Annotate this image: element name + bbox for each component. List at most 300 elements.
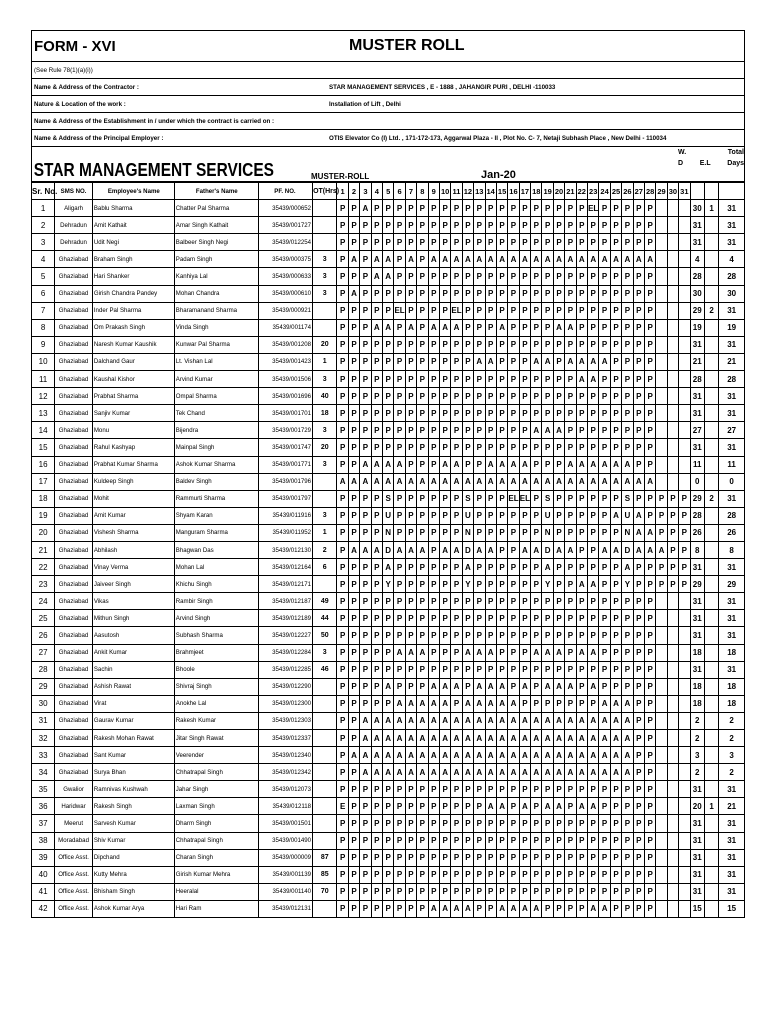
attendance-cell: P bbox=[462, 353, 473, 370]
pf-cell: 35439/001423 bbox=[258, 353, 312, 370]
attendance-cell: A bbox=[428, 695, 439, 712]
ot-cell bbox=[313, 747, 337, 764]
attendance-cell bbox=[667, 251, 678, 268]
attendance-cell: P bbox=[633, 832, 644, 849]
attendance-cell: P bbox=[360, 251, 371, 268]
el-cell bbox=[704, 832, 718, 849]
father-name-cell: Vinda Singh bbox=[174, 319, 258, 336]
attendance-cell: P bbox=[508, 541, 519, 558]
attendance-cell: P bbox=[360, 336, 371, 353]
table-row bbox=[32, 815, 745, 832]
table-row bbox=[32, 319, 745, 336]
sms-cell: Office Asst. bbox=[55, 900, 93, 917]
attendance-cell: P bbox=[451, 576, 462, 593]
attendance-cell: P bbox=[417, 678, 428, 695]
day-header: 8 bbox=[417, 183, 428, 200]
pf-cell: 35439/001208 bbox=[258, 336, 312, 353]
attendance-cell bbox=[679, 883, 690, 900]
attendance-cell: P bbox=[405, 456, 416, 473]
el-cell bbox=[704, 439, 718, 456]
attendance-cell: P bbox=[485, 302, 496, 319]
attendance-cell: P bbox=[371, 285, 382, 302]
attendance-cell: P bbox=[428, 200, 439, 217]
total-days-cell: 26 bbox=[719, 524, 745, 541]
worked-days-cell: 31 bbox=[690, 781, 704, 798]
attendance-cell: P bbox=[382, 439, 393, 456]
table-row bbox=[32, 268, 745, 285]
attendance-cell bbox=[679, 815, 690, 832]
attendance-cell: P bbox=[462, 866, 473, 883]
attendance-cell bbox=[667, 268, 678, 285]
attendance-cell: A bbox=[382, 678, 393, 695]
el-cell bbox=[704, 866, 718, 883]
attendance-cell: A bbox=[485, 644, 496, 661]
attendance-cell: A bbox=[371, 541, 382, 558]
attendance-cell: P bbox=[633, 285, 644, 302]
attendance-cell: P bbox=[462, 610, 473, 627]
attendance-cell: P bbox=[565, 234, 576, 251]
total-days-cell: 31 bbox=[719, 302, 745, 319]
pf-cell: 35439/012171 bbox=[258, 576, 312, 593]
attendance-cell: A bbox=[474, 712, 485, 729]
attendance-cell: A bbox=[462, 747, 473, 764]
father-name-cell: Ompal Sharma bbox=[174, 388, 258, 405]
attendance-cell: P bbox=[633, 234, 644, 251]
attendance-cell: P bbox=[337, 319, 348, 336]
attendance-cell: P bbox=[610, 405, 621, 422]
attendance-cell: P bbox=[496, 541, 507, 558]
attendance-cell: P bbox=[417, 251, 428, 268]
attendance-cell bbox=[679, 747, 690, 764]
attendance-cell: P bbox=[542, 866, 553, 883]
attendance-cell: P bbox=[348, 559, 359, 576]
attendance-cell: A bbox=[439, 473, 450, 490]
attendance-cell: A bbox=[588, 644, 599, 661]
attendance-cell: P bbox=[531, 371, 542, 388]
attendance-cell: A bbox=[496, 798, 507, 815]
sms-cell: Ghaziabad bbox=[55, 712, 93, 729]
attendance-cell: P bbox=[496, 832, 507, 849]
total-days-cell: 31 bbox=[719, 661, 745, 678]
attendance-cell: P bbox=[644, 661, 655, 678]
attendance-cell: P bbox=[542, 302, 553, 319]
attendance-cell: A bbox=[599, 900, 610, 917]
pf-cell: 35439/012340 bbox=[258, 747, 312, 764]
attendance-cell: P bbox=[508, 832, 519, 849]
day-header: 23 bbox=[588, 183, 599, 200]
attendance-cell: P bbox=[474, 490, 485, 507]
attendance-cell: P bbox=[553, 285, 564, 302]
attendance-cell bbox=[667, 832, 678, 849]
pf-cell: 35439/001696 bbox=[258, 388, 312, 405]
attendance-cell: P bbox=[337, 576, 348, 593]
attendance-cell: P bbox=[496, 559, 507, 576]
attendance-cell: A bbox=[394, 541, 405, 558]
pf-cell: 35439/001701 bbox=[258, 405, 312, 422]
attendance-cell: P bbox=[428, 388, 439, 405]
attendance-cell: P bbox=[371, 866, 382, 883]
attendance-cell: P bbox=[405, 405, 416, 422]
sms-cell: Ghaziabad bbox=[55, 610, 93, 627]
attendance-cell: P bbox=[394, 507, 405, 524]
attendance-cell: P bbox=[417, 866, 428, 883]
sms-cell: Ghaziabad bbox=[55, 695, 93, 712]
attendance-cell: P bbox=[508, 507, 519, 524]
attendance-cell: P bbox=[531, 200, 542, 217]
attendance-cell bbox=[656, 319, 667, 336]
attendance-cell: P bbox=[496, 353, 507, 370]
employer-value: OTIS Elevator Co (I) Ltd. , 171-172-173, Aggarwal Plaza - II , Plot No. C- 7, Netaji Subhash Place , New Delhi - 110034 bbox=[329, 134, 667, 142]
worked-days-cell: 0 bbox=[690, 473, 704, 490]
attendance-cell: P bbox=[439, 268, 450, 285]
worked-days-cell: 28 bbox=[690, 268, 704, 285]
attendance-cell: P bbox=[337, 524, 348, 541]
attendance-cell: P bbox=[371, 200, 382, 217]
attendance-cell: P bbox=[348, 610, 359, 627]
attendance-cell: P bbox=[417, 490, 428, 507]
ot-cell bbox=[313, 217, 337, 234]
sms-cell: Ghaziabad bbox=[55, 439, 93, 456]
attendance-cell: P bbox=[485, 234, 496, 251]
attendance-cell: A bbox=[382, 456, 393, 473]
attendance-cell bbox=[656, 900, 667, 917]
attendance-cell: A bbox=[565, 541, 576, 558]
attendance-cell bbox=[656, 883, 667, 900]
attendance-cell: P bbox=[622, 217, 633, 234]
attendance-cell: P bbox=[553, 661, 564, 678]
attendance-cell: P bbox=[599, 593, 610, 610]
attendance-cell bbox=[667, 473, 678, 490]
attendance-cell: P bbox=[428, 353, 439, 370]
table-row bbox=[32, 388, 745, 405]
attendance-cell: P bbox=[588, 507, 599, 524]
attendance-cell: A bbox=[382, 712, 393, 729]
table-row bbox=[32, 781, 745, 798]
attendance-cell: P bbox=[360, 593, 371, 610]
attendance-cell: P bbox=[405, 200, 416, 217]
attendance-cell: P bbox=[485, 507, 496, 524]
worked-days-cell: 31 bbox=[690, 883, 704, 900]
attendance-cell: P bbox=[508, 336, 519, 353]
attendance-cell: P bbox=[451, 217, 462, 234]
attendance-cell: P bbox=[553, 610, 564, 627]
attendance-cell: A bbox=[405, 730, 416, 747]
attendance-cell bbox=[679, 644, 690, 661]
total-days-cell: 31 bbox=[719, 405, 745, 422]
attendance-cell bbox=[667, 644, 678, 661]
employee-name-cell: Amit Kathait bbox=[92, 217, 174, 234]
attendance-cell: P bbox=[371, 593, 382, 610]
pf-cell: 35439/012189 bbox=[258, 610, 312, 627]
attendance-cell: A bbox=[451, 319, 462, 336]
attendance-cell: P bbox=[496, 217, 507, 234]
attendance-cell: P bbox=[633, 883, 644, 900]
attendance-cell: A bbox=[474, 695, 485, 712]
attendance-cell: P bbox=[644, 678, 655, 695]
attendance-cell: P bbox=[394, 439, 405, 456]
father-name-cell: Ashok Kumar Sharma bbox=[174, 456, 258, 473]
attendance-cell: P bbox=[348, 439, 359, 456]
attendance-cell: A bbox=[348, 541, 359, 558]
el-cell bbox=[704, 781, 718, 798]
attendance-cell: A bbox=[485, 353, 496, 370]
attendance-cell: P bbox=[508, 388, 519, 405]
attendance-cell: P bbox=[667, 576, 678, 593]
father-name-cell: Anokhe Lal bbox=[174, 695, 258, 712]
attendance-cell bbox=[679, 712, 690, 729]
attendance-cell: P bbox=[496, 593, 507, 610]
attendance-cell: P bbox=[474, 781, 485, 798]
worked-days-cell: 18 bbox=[690, 678, 704, 695]
table-row bbox=[32, 883, 745, 900]
attendance-cell: P bbox=[451, 524, 462, 541]
attendance-cell: P bbox=[371, 422, 382, 439]
attendance-cell: A bbox=[531, 712, 542, 729]
attendance-cell: P bbox=[531, 832, 542, 849]
employee-name-cell: Prabhat Sharma bbox=[92, 388, 174, 405]
attendance-cell: A bbox=[496, 473, 507, 490]
attendance-cell: P bbox=[508, 302, 519, 319]
work-value: Installation of Lift , Delhi bbox=[329, 100, 401, 108]
attendance-cell: P bbox=[656, 576, 667, 593]
attendance-cell: P bbox=[337, 234, 348, 251]
attendance-cell: P bbox=[405, 900, 416, 917]
el-cell: 1 bbox=[704, 200, 718, 217]
table-row bbox=[32, 251, 745, 268]
attendance-cell: P bbox=[565, 524, 576, 541]
ot-cell: 6 bbox=[313, 559, 337, 576]
sms-cell: Ghaziabad bbox=[55, 490, 93, 507]
attendance-cell: P bbox=[599, 559, 610, 576]
ot-cell: 46 bbox=[313, 661, 337, 678]
worked-days-cell: 31 bbox=[690, 336, 704, 353]
attendance-cell: P bbox=[348, 866, 359, 883]
attendance-cell: P bbox=[565, 371, 576, 388]
attendance-cell: P bbox=[610, 866, 621, 883]
attendance-cell: A bbox=[588, 764, 599, 781]
attendance-cell: A bbox=[439, 764, 450, 781]
attendance-cell: P bbox=[565, 439, 576, 456]
worked-days-cell: 26 bbox=[690, 524, 704, 541]
attendance-cell: A bbox=[553, 712, 564, 729]
attendance-cell: A bbox=[542, 559, 553, 576]
el-cell bbox=[704, 593, 718, 610]
el-cell: 2 bbox=[704, 302, 718, 319]
table-row bbox=[32, 371, 745, 388]
sr-cell: 28 bbox=[32, 661, 55, 678]
attendance-cell: P bbox=[462, 268, 473, 285]
attendance-cell: P bbox=[508, 524, 519, 541]
attendance-cell: P bbox=[371, 883, 382, 900]
attendance-cell bbox=[679, 866, 690, 883]
attendance-cell: P bbox=[576, 661, 587, 678]
attendance-cell: P bbox=[371, 695, 382, 712]
attendance-cell: P bbox=[462, 371, 473, 388]
worked-days-cell: 31 bbox=[690, 439, 704, 456]
father-name-cell: Subhash Sharma bbox=[174, 627, 258, 644]
attendance-cell: P bbox=[394, 217, 405, 234]
attendance-cell bbox=[679, 217, 690, 234]
attendance-cell: P bbox=[599, 883, 610, 900]
attendance-cell bbox=[656, 268, 667, 285]
attendance-cell: P bbox=[417, 507, 428, 524]
attendance-cell: P bbox=[644, 336, 655, 353]
attendance-cell: P bbox=[531, 524, 542, 541]
attendance-cell: A bbox=[382, 268, 393, 285]
attendance-cell: P bbox=[337, 883, 348, 900]
attendance-cell: S bbox=[542, 490, 553, 507]
attendance-cell: P bbox=[644, 353, 655, 370]
wd-total-header bbox=[674, 149, 744, 167]
worked-days-cell: 31 bbox=[690, 610, 704, 627]
attendance-cell: P bbox=[519, 302, 530, 319]
ot-cell: 40 bbox=[313, 388, 337, 405]
father-name-cell: Rambir Singh bbox=[174, 593, 258, 610]
attendance-cell: A bbox=[337, 473, 348, 490]
attendance-cell: P bbox=[417, 200, 428, 217]
attendance-cell: P bbox=[451, 883, 462, 900]
attendance-cell: A bbox=[531, 747, 542, 764]
sms-cell: Ghaziabad bbox=[55, 473, 93, 490]
attendance-cell: P bbox=[508, 644, 519, 661]
attendance-cell: P bbox=[531, 781, 542, 798]
attendance-cell: P bbox=[599, 644, 610, 661]
attendance-cell: A bbox=[610, 456, 621, 473]
attendance-cell: P bbox=[542, 695, 553, 712]
sr-cell: 21 bbox=[32, 541, 55, 558]
attendance-cell: P bbox=[622, 900, 633, 917]
attendance-cell: P bbox=[599, 422, 610, 439]
attendance-cell: P bbox=[394, 832, 405, 849]
total-days-cell: 31 bbox=[719, 610, 745, 627]
attendance-cell: P bbox=[348, 422, 359, 439]
table-row bbox=[32, 832, 745, 849]
table-row bbox=[32, 695, 745, 712]
attendance-cell: P bbox=[485, 610, 496, 627]
attendance-cell: P bbox=[633, 866, 644, 883]
attendance-cell: A bbox=[474, 747, 485, 764]
attendance-cell: A bbox=[542, 798, 553, 815]
attendance-cell: P bbox=[519, 832, 530, 849]
attendance-cell: A bbox=[462, 730, 473, 747]
attendance-cell: P bbox=[519, 576, 530, 593]
attendance-cell: P bbox=[485, 268, 496, 285]
sms-cell: Ghaziabad bbox=[55, 559, 93, 576]
employee-name-cell: Naresh Kumar Kaushik bbox=[92, 336, 174, 353]
attendance-cell: A bbox=[610, 695, 621, 712]
employee-name-cell: Aasutosh bbox=[92, 627, 174, 644]
attendance-cell: A bbox=[428, 900, 439, 917]
attendance-cell: P bbox=[382, 200, 393, 217]
total-days-cell: 31 bbox=[719, 388, 745, 405]
ot-cell: 20 bbox=[313, 336, 337, 353]
attendance-cell: A bbox=[519, 712, 530, 729]
father-name-cell: Brahmjeet bbox=[174, 644, 258, 661]
ot-cell bbox=[313, 712, 337, 729]
pf-cell: 35439/012073 bbox=[258, 781, 312, 798]
attendance-cell: P bbox=[553, 849, 564, 866]
sr-cell: 27 bbox=[32, 644, 55, 661]
table-row bbox=[32, 336, 745, 353]
pf-cell: 35439/012227 bbox=[258, 627, 312, 644]
attendance-cell: P bbox=[348, 695, 359, 712]
attendance-cell: P bbox=[394, 798, 405, 815]
attendance-cell: P bbox=[633, 490, 644, 507]
attendance-cell: A bbox=[360, 747, 371, 764]
attendance-cell: P bbox=[610, 883, 621, 900]
attendance-cell: P bbox=[474, 405, 485, 422]
attendance-cell: P bbox=[348, 849, 359, 866]
attendance-cell: A bbox=[474, 353, 485, 370]
attendance-cell: A bbox=[382, 764, 393, 781]
attendance-cell: A bbox=[417, 695, 428, 712]
attendance-cell bbox=[656, 200, 667, 217]
employee-name-cell: Vinay Verma bbox=[92, 559, 174, 576]
employee-name-cell: Surya Bhan bbox=[92, 764, 174, 781]
attendance-cell: P bbox=[599, 627, 610, 644]
table-row bbox=[32, 302, 745, 319]
attendance-cell bbox=[679, 200, 690, 217]
table-row bbox=[32, 285, 745, 302]
attendance-cell: P bbox=[360, 661, 371, 678]
attendance-cell: A bbox=[565, 473, 576, 490]
attendance-cell: A bbox=[428, 678, 439, 695]
attendance-cell: P bbox=[565, 900, 576, 917]
attendance-cell: P bbox=[519, 815, 530, 832]
attendance-cell: P bbox=[417, 353, 428, 370]
sr-cell: 39 bbox=[32, 849, 55, 866]
attendance-cell: P bbox=[508, 849, 519, 866]
attendance-cell: P bbox=[576, 627, 587, 644]
attendance-cell: Y bbox=[622, 576, 633, 593]
sr-cell: 31 bbox=[32, 712, 55, 729]
attendance-cell: P bbox=[337, 781, 348, 798]
attendance-cell: P bbox=[599, 388, 610, 405]
attendance-cell: P bbox=[519, 644, 530, 661]
worked-days-cell: 18 bbox=[690, 644, 704, 661]
attendance-cell: A bbox=[485, 541, 496, 558]
total-days-cell: 28 bbox=[719, 268, 745, 285]
attendance-cell bbox=[679, 336, 690, 353]
attendance-cell: A bbox=[405, 319, 416, 336]
pf-cell: 35439/000921 bbox=[258, 302, 312, 319]
attendance-cell: A bbox=[610, 541, 621, 558]
attendance-cell: P bbox=[519, 866, 530, 883]
attendance-cell: A bbox=[588, 900, 599, 917]
attendance-cell: P bbox=[644, 627, 655, 644]
sms-cell: Ghaziabad bbox=[55, 627, 93, 644]
attendance-cell: P bbox=[633, 678, 644, 695]
attendance-cell: A bbox=[610, 507, 621, 524]
ot-cell: 70 bbox=[313, 883, 337, 900]
worked-days-cell: 8 bbox=[690, 541, 704, 558]
attendance-cell: P bbox=[382, 405, 393, 422]
attendance-cell: A bbox=[360, 764, 371, 781]
attendance-cell bbox=[667, 730, 678, 747]
employee-name-cell: Braham Singh bbox=[92, 251, 174, 268]
table-row bbox=[32, 473, 745, 490]
attendance-cell bbox=[656, 610, 667, 627]
day-header: 21 bbox=[565, 183, 576, 200]
sr-cell: 4 bbox=[32, 251, 55, 268]
attendance-cell: P bbox=[474, 200, 485, 217]
attendance-cell: P bbox=[553, 302, 564, 319]
attendance-cell: P bbox=[474, 302, 485, 319]
attendance-cell: P bbox=[348, 900, 359, 917]
attendance-cell bbox=[667, 661, 678, 678]
attendance-cell: P bbox=[428, 883, 439, 900]
employee-name-cell: Mohit bbox=[92, 490, 174, 507]
